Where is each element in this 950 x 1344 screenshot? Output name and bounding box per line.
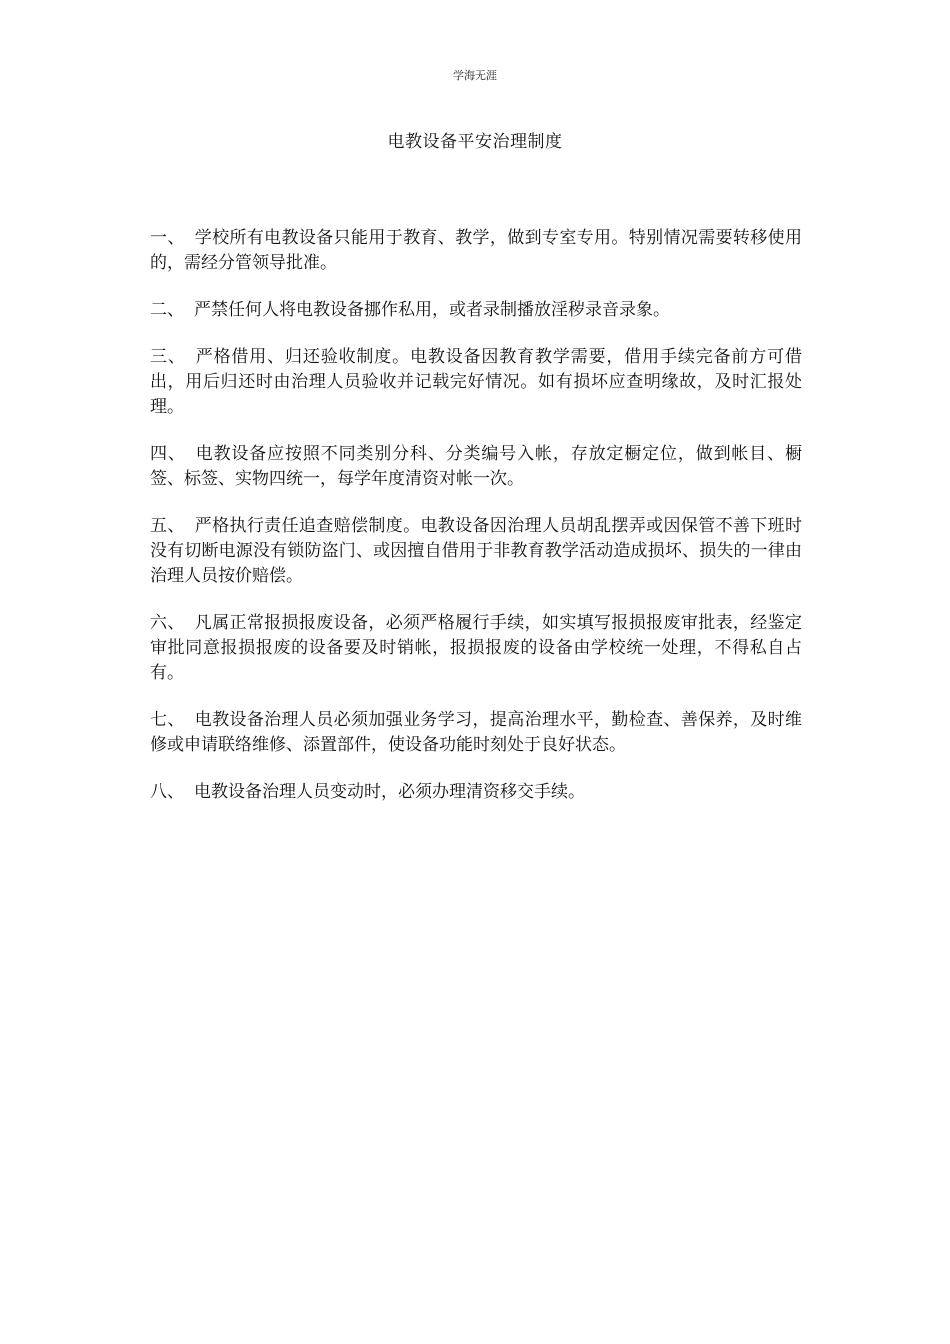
clause-text: 严格执行责任追查赔偿制度。电教设备因治理人员胡乱摆弄或因保管不善下班时没有切断电源没有锁防盗门、或因擅自借用于非教育教学活动造成损坏、损失的一律由治理人员按价赔偿。: [150, 516, 803, 586]
clause-item: [150, 780, 802, 805]
clause-number: 六、: [150, 613, 185, 633]
document-title: 电教设备平安治理制度: [387, 132, 563, 152]
clause-number: 二、: [150, 300, 184, 320]
clause-item: [150, 708, 802, 758]
clause-item: [150, 442, 802, 492]
clause-item: [150, 345, 802, 420]
clause-number: 八、: [150, 782, 184, 802]
clause-list: [150, 226, 802, 827]
clause-number: 四、: [150, 444, 186, 464]
clause-text: 凡属正常报损报废设备，必须严格履行手续，如实填写报损报废审批表，经鉴定审批同意报损报废的设备要及时销帐，报损报废的设备由学校统一处理，不得私自占有。: [150, 613, 803, 683]
clause-number: 三、: [150, 347, 186, 367]
clause-item: [150, 298, 802, 323]
clause-text: 电教设备应按照不同类别分科、分类编号入帐，存放定橱定位，做到帐目、橱签、标签、实物四统一，每学年度清资对帐一次。: [150, 444, 803, 489]
clause-number: 一、: [150, 228, 185, 248]
clause-item: [150, 514, 802, 589]
clause-number: 五、: [150, 516, 185, 536]
clause-item: [150, 226, 802, 276]
running-header: 学海无涯: [453, 69, 497, 82]
clause-number: 七、: [150, 710, 185, 730]
clause-text: 电教设备治理人员变动时，必须办理清资移交手续。: [194, 782, 585, 802]
clause-text: 严格借用、归还验收制度。电教设备因教育教学需要，借用手续完备前方可借出，用后归还时由治理人员验收并记载完好情况。如有损坏应查明缘故，及时汇报处理。: [150, 347, 803, 417]
clause-item: [150, 611, 802, 686]
clause-text: 电教设备治理人员必须加强业务学习，提高治理水平，勤检查、善保养，及时维修或申请联络维修、添置部件，使设备功能时刻处于良好状态。: [150, 710, 803, 755]
clause-text: 学校所有电教设备只能用于教育、教学，做到专室专用。特别情况需要转移使用的，需经分管领导批准。: [150, 228, 803, 273]
clause-text: 严禁任何人将电教设备挪作私用，或者录制播放淫秽录音录象。: [194, 300, 670, 320]
